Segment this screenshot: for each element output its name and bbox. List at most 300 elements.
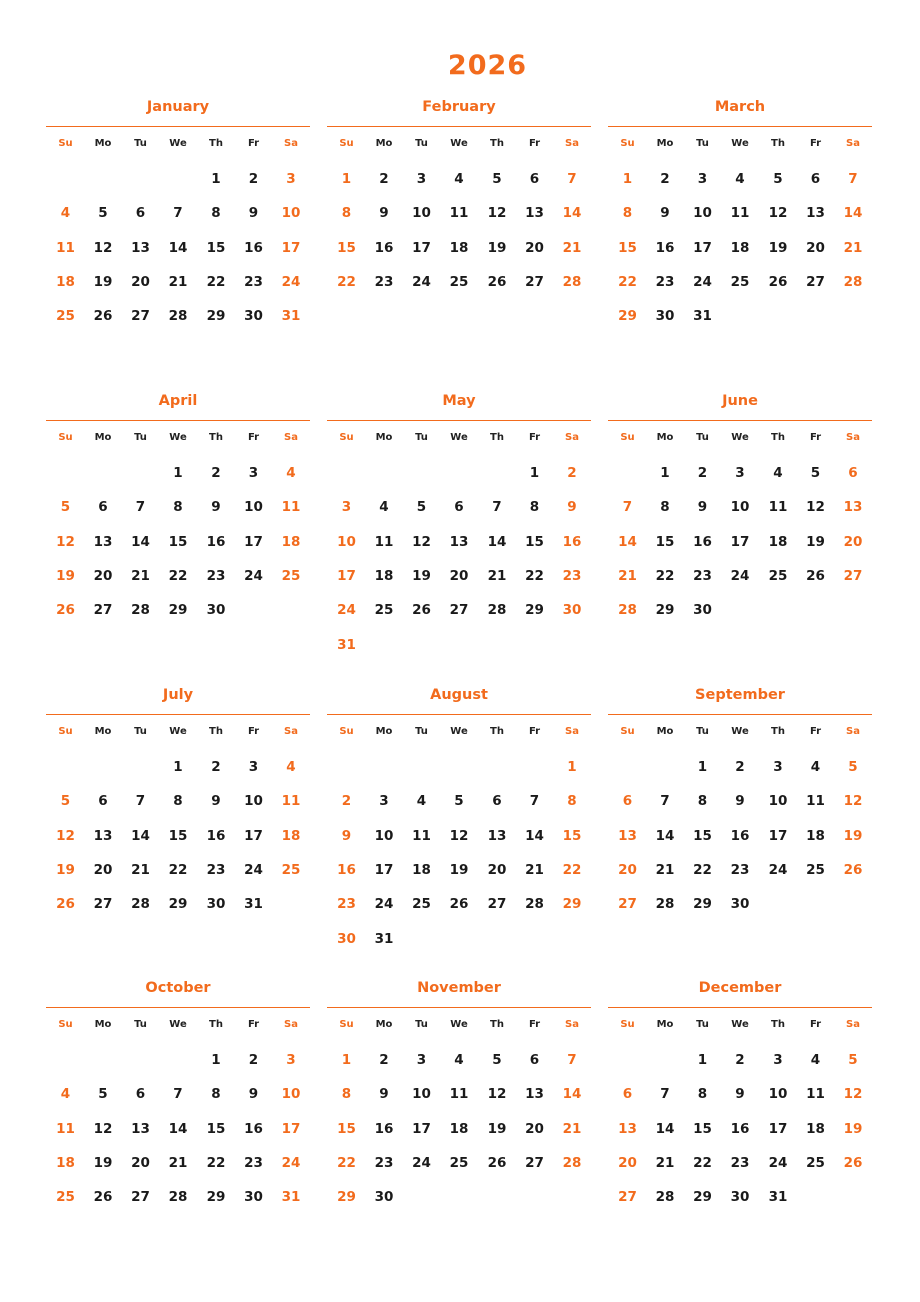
weekday-label: We [450, 138, 468, 149]
day-cell: 6 [622, 1086, 633, 1103]
day-cell: 13 [131, 239, 150, 256]
month-divider [608, 1007, 872, 1008]
weekday-label: Tu [415, 1019, 428, 1030]
weekday-label: Th [209, 432, 223, 443]
day-cell: 2 [567, 465, 577, 481]
day-cell: 1 [173, 759, 183, 775]
day-cell: 18 [730, 239, 750, 256]
day-cell: 23 [206, 861, 226, 878]
day-cell: 17 [337, 567, 356, 584]
day-cell: 9 [735, 793, 745, 810]
day-cell: 31 [281, 1189, 301, 1206]
day-cell: 24 [730, 567, 750, 584]
day-cell: 5 [773, 171, 783, 187]
day-cell: 26 [768, 273, 788, 290]
day-cell: 11 [281, 793, 301, 810]
day-cell: 8 [173, 499, 183, 516]
day-cell: 22 [525, 567, 544, 584]
weekday-label: We [731, 432, 749, 443]
day-cell: 8 [211, 205, 221, 222]
day-cell: 3 [286, 1052, 296, 1068]
month-divider [46, 420, 310, 421]
day-cell: 30 [374, 1189, 394, 1206]
day-cell: 26 [93, 308, 113, 325]
day-cell: 17 [412, 1120, 431, 1137]
weekday-label: Su [620, 1019, 635, 1030]
day-cell: 18 [768, 533, 788, 550]
day-cell: 13 [618, 827, 637, 844]
day-cell: 5 [98, 1086, 108, 1103]
weekday-label: Th [490, 432, 504, 443]
day-cell: 1 [529, 465, 540, 481]
day-cell: 10 [693, 205, 712, 222]
day-cell: 15 [655, 533, 675, 550]
month-name: January [146, 99, 210, 115]
day-cell: 28 [655, 896, 675, 913]
day-cell: 12 [412, 533, 431, 550]
day-cell: 24 [768, 861, 788, 878]
day-cell: 26 [449, 896, 469, 913]
day-cell: 28 [131, 602, 150, 619]
day-cell: 24 [281, 1154, 301, 1171]
day-cell: 21 [562, 239, 582, 256]
weekday-label: Fr [809, 432, 822, 443]
day-cell: 2 [735, 1052, 745, 1068]
day-cell: 21 [655, 861, 675, 878]
weekday-label: Su [620, 432, 635, 443]
weekday-label: Fr [247, 726, 260, 737]
day-cell: 24 [244, 567, 263, 584]
day-cell: 28 [562, 273, 582, 290]
day-cell: 13 [93, 533, 113, 550]
day-cell: 9 [735, 1086, 745, 1103]
day-cell: 18 [806, 827, 825, 844]
day-cell: 6 [848, 465, 858, 481]
day-cell: 31 [337, 636, 356, 653]
day-cell: 9 [211, 499, 221, 516]
month-name: August [430, 687, 488, 703]
day-cell: 16 [206, 827, 226, 844]
weekday-label: Th [771, 1019, 785, 1030]
day-cell: 26 [56, 602, 75, 619]
day-cell: 23 [244, 1154, 263, 1171]
day-cell: 4 [379, 499, 389, 516]
day-cell: 27 [618, 1189, 637, 1206]
day-cell: 8 [173, 793, 183, 810]
day-cell: 22 [618, 273, 637, 290]
day-cell: 26 [806, 567, 825, 584]
day-cell: 10 [244, 499, 263, 516]
weekday-label: Th [209, 138, 223, 149]
day-cell: 9 [379, 1086, 389, 1103]
day-cell: 18 [281, 827, 301, 844]
month-name: May [442, 393, 476, 409]
day-cell: 25 [449, 1154, 469, 1171]
day-cell: 29 [168, 602, 188, 619]
day-cell: 19 [449, 861, 469, 878]
day-cell: 10 [374, 827, 394, 844]
weekday-label: Fr [528, 138, 541, 149]
weekday-label: Mo [94, 432, 112, 443]
day-cell: 18 [281, 533, 301, 550]
month-name: June [722, 393, 758, 409]
day-cell: 4 [773, 465, 783, 481]
day-cell: 10 [244, 793, 263, 810]
day-cell: 29 [618, 308, 637, 325]
day-cell: 28 [168, 308, 188, 325]
weekday-label: Fr [809, 726, 822, 737]
weekday-label: Fr [528, 432, 541, 443]
day-cell: 19 [412, 567, 431, 584]
day-cell: 7 [173, 1086, 183, 1103]
weekday-label: Tu [415, 138, 428, 149]
day-cell: 10 [768, 1086, 788, 1103]
day-cell: 14 [168, 239, 188, 256]
month-divider [327, 126, 591, 127]
weekday-label: Tu [696, 1019, 709, 1030]
day-cell: 25 [768, 567, 788, 584]
day-cell: 3 [248, 465, 259, 481]
day-cell: 19 [843, 827, 863, 844]
day-cell: 24 [244, 861, 263, 878]
day-cell: 17 [693, 239, 712, 256]
day-cell: 28 [487, 602, 507, 619]
day-cell: 17 [244, 827, 263, 844]
day-cell: 13 [487, 827, 507, 844]
day-cell: 13 [449, 533, 469, 550]
day-cell: 24 [693, 273, 712, 290]
day-cell: 26 [843, 861, 863, 878]
day-cell: 17 [768, 827, 788, 844]
weekday-label: Mo [94, 726, 112, 737]
day-cell: 29 [525, 602, 544, 619]
weekday-label: Mo [656, 1019, 674, 1030]
day-cell: 7 [848, 171, 858, 187]
day-cell: 13 [806, 205, 825, 222]
day-cell: 27 [487, 896, 507, 913]
day-cell: 28 [562, 1154, 582, 1171]
day-cell: 31 [281, 308, 301, 325]
weekday-label: Tu [134, 1019, 147, 1030]
day-cell: 10 [412, 205, 431, 222]
month-divider [327, 420, 591, 421]
month-name: February [422, 99, 496, 115]
day-cell: 23 [244, 273, 263, 290]
day-cell: 3 [286, 171, 296, 187]
day-cell: 1 [173, 465, 183, 481]
day-cell: 24 [337, 602, 356, 619]
day-cell: 21 [525, 861, 544, 878]
day-cell: 29 [693, 896, 712, 913]
day-cell: 20 [618, 1154, 637, 1171]
day-cell: 19 [843, 1120, 863, 1137]
day-cell: 20 [93, 861, 113, 878]
day-cell: 7 [660, 793, 670, 810]
day-cell: 8 [622, 205, 633, 222]
day-cell: 11 [449, 1086, 469, 1103]
day-cell: 15 [337, 239, 356, 256]
day-cell: 8 [660, 499, 670, 516]
day-cell: 7 [135, 793, 146, 810]
day-cell: 21 [168, 273, 188, 290]
day-cell: 6 [135, 1086, 146, 1103]
day-cell: 23 [374, 1154, 394, 1171]
day-cell: 7 [567, 1052, 577, 1068]
day-cell: 15 [337, 1120, 356, 1137]
day-cell: 29 [337, 1189, 356, 1206]
day-cell: 11 [768, 499, 788, 516]
day-cell: 21 [562, 1120, 582, 1137]
day-cell: 21 [655, 1154, 675, 1171]
day-cell: 8 [697, 1086, 708, 1103]
day-cell: 29 [655, 602, 675, 619]
day-cell: 22 [693, 861, 712, 878]
day-cell: 7 [492, 499, 502, 516]
day-cell: 2 [660, 171, 670, 187]
weekday-label: We [169, 1019, 187, 1030]
day-cell: 1 [660, 465, 670, 481]
day-cell: 14 [131, 533, 150, 550]
day-cell: 31 [693, 308, 712, 325]
day-cell: 1 [211, 1052, 221, 1068]
day-cell: 29 [206, 1189, 226, 1206]
weekday-label: Tu [415, 726, 428, 737]
day-cell: 12 [93, 239, 113, 256]
month-divider [46, 1007, 310, 1008]
weekday-label: Th [209, 1019, 223, 1030]
day-cell: 22 [562, 861, 582, 878]
day-cell: 27 [525, 1154, 544, 1171]
weekday-label: Sa [284, 1019, 298, 1030]
weekday-label: Sa [565, 1019, 579, 1030]
day-cell: 14 [487, 533, 507, 550]
day-cell: 29 [562, 896, 582, 913]
month-name: November [417, 980, 501, 996]
weekday-label: Tu [696, 432, 709, 443]
day-cell: 22 [655, 567, 675, 584]
day-cell: 27 [618, 896, 637, 913]
day-cell: 19 [487, 239, 507, 256]
day-cell: 11 [56, 239, 75, 256]
weekday-label: Su [58, 432, 73, 443]
day-cell: 1 [211, 171, 221, 187]
day-cell: 27 [131, 1189, 150, 1206]
weekday-label: Tu [696, 138, 709, 149]
day-cell: 27 [131, 308, 150, 325]
day-cell: 19 [487, 1120, 507, 1137]
day-cell: 25 [806, 861, 825, 878]
weekday-label: Fr [528, 1019, 541, 1030]
day-cell: 14 [525, 827, 544, 844]
day-cell: 3 [735, 465, 745, 481]
day-cell: 31 [768, 1189, 788, 1206]
day-cell: 19 [93, 1154, 113, 1171]
day-cell: 17 [768, 1120, 788, 1137]
day-cell: 9 [341, 827, 352, 844]
day-cell: 20 [131, 273, 150, 290]
day-cell: 12 [487, 205, 507, 222]
day-cell: 30 [337, 930, 356, 947]
day-cell: 9 [567, 499, 577, 516]
weekday-label: Sa [284, 138, 298, 149]
day-cell: 2 [379, 1052, 389, 1068]
weekday-label: Fr [247, 1019, 260, 1030]
weekday-label: Sa [565, 726, 579, 737]
day-cell: 16 [206, 533, 226, 550]
day-cell: 20 [131, 1154, 150, 1171]
day-cell: 10 [412, 1086, 431, 1103]
day-cell: 8 [211, 1086, 221, 1103]
day-cell: 24 [768, 1154, 788, 1171]
day-cell: 13 [131, 1120, 150, 1137]
day-cell: 3 [773, 1052, 783, 1068]
day-cell: 20 [525, 239, 544, 256]
day-cell: 23 [655, 273, 675, 290]
day-cell: 5 [98, 205, 108, 222]
day-cell: 6 [135, 205, 146, 222]
month-divider [46, 126, 310, 127]
day-cell: 13 [525, 205, 544, 222]
day-cell: 8 [529, 499, 540, 516]
day-cell: 21 [131, 861, 150, 878]
day-cell: 7 [622, 499, 633, 516]
day-cell: 2 [211, 465, 221, 481]
day-cell: 25 [449, 273, 469, 290]
day-cell: 12 [93, 1120, 113, 1137]
day-cell: 30 [206, 602, 226, 619]
day-cell: 22 [693, 1154, 712, 1171]
day-cell: 18 [56, 1154, 75, 1171]
day-cell: 16 [374, 239, 394, 256]
day-cell: 2 [379, 171, 389, 187]
day-cell: 14 [562, 205, 582, 222]
day-cell: 3 [416, 1052, 427, 1068]
weekday-label: Th [490, 1019, 504, 1030]
day-cell: 5 [810, 465, 821, 481]
weekday-label: Mo [375, 726, 393, 737]
weekday-label: Sa [846, 1019, 860, 1030]
weekday-label: Sa [284, 432, 298, 443]
day-cell: 26 [843, 1154, 863, 1171]
weekday-label: Su [620, 138, 635, 149]
day-cell: 6 [529, 1052, 540, 1068]
day-cell: 3 [416, 171, 427, 187]
month-divider [608, 420, 872, 421]
day-cell: 10 [281, 205, 301, 222]
day-cell: 10 [281, 1086, 301, 1103]
day-cell: 15 [168, 827, 188, 844]
day-cell: 4 [60, 1086, 71, 1103]
weekday-label: Mo [656, 138, 674, 149]
day-cell: 12 [768, 205, 788, 222]
day-cell: 15 [693, 1120, 712, 1137]
day-cell: 11 [806, 793, 825, 810]
day-cell: 11 [806, 1086, 825, 1103]
day-cell: 21 [843, 239, 863, 256]
day-cell: 12 [56, 827, 75, 844]
day-cell: 9 [660, 205, 670, 222]
day-cell: 20 [93, 567, 113, 584]
weekday-label: We [169, 432, 187, 443]
day-cell: 7 [529, 793, 540, 810]
day-cell: 3 [773, 759, 783, 775]
day-cell: 14 [562, 1086, 582, 1103]
day-cell: 12 [806, 499, 825, 516]
day-cell: 23 [374, 273, 394, 290]
day-cell: 12 [843, 1086, 863, 1103]
day-cell: 14 [843, 205, 863, 222]
day-cell: 18 [449, 239, 469, 256]
day-cell: 16 [693, 533, 712, 550]
day-cell: 6 [98, 499, 108, 516]
day-cell: 8 [697, 793, 708, 810]
day-cell: 30 [693, 602, 712, 619]
day-cell: 4 [454, 1052, 464, 1068]
weekday-label: Su [339, 726, 354, 737]
day-cell: 25 [730, 273, 750, 290]
weekday-label: Mo [656, 726, 674, 737]
day-cell: 16 [730, 1120, 750, 1137]
weekday-label: Sa [565, 432, 579, 443]
day-cell: 22 [168, 861, 188, 878]
day-cell: 26 [487, 1154, 507, 1171]
day-cell: 19 [56, 567, 75, 584]
weekday-label: Th [771, 726, 785, 737]
day-cell: 18 [56, 273, 75, 290]
day-cell: 23 [693, 567, 712, 584]
day-cell: 26 [93, 1189, 113, 1206]
day-cell: 1 [567, 759, 577, 775]
day-cell: 2 [211, 759, 221, 775]
day-cell: 30 [206, 896, 226, 913]
weekday-label: Fr [809, 1019, 822, 1030]
day-cell: 4 [286, 759, 296, 775]
weekday-label: Su [58, 138, 73, 149]
day-cell: 5 [848, 759, 858, 775]
weekday-label: Sa [846, 432, 860, 443]
day-cell: 22 [337, 273, 356, 290]
day-cell: 30 [244, 1189, 263, 1206]
day-cell: 4 [454, 171, 464, 187]
day-cell: 25 [806, 1154, 825, 1171]
day-cell: 18 [806, 1120, 825, 1137]
day-cell: 1 [697, 1052, 708, 1068]
day-cell: 16 [562, 533, 582, 550]
day-cell: 4 [735, 171, 745, 187]
day-cell: 9 [248, 1086, 259, 1103]
day-cell: 9 [211, 793, 221, 810]
day-cell: 25 [281, 567, 301, 584]
day-cell: 31 [244, 896, 263, 913]
weekday-label: Th [771, 138, 785, 149]
day-cell: 19 [93, 273, 113, 290]
day-cell: 5 [454, 793, 464, 810]
weekday-label: Su [339, 138, 354, 149]
day-cell: 7 [567, 171, 577, 187]
day-cell: 19 [56, 861, 75, 878]
day-cell: 20 [806, 239, 825, 256]
day-cell: 20 [618, 861, 637, 878]
month-divider [608, 126, 872, 127]
day-cell: 14 [168, 1120, 188, 1137]
day-cell: 12 [843, 793, 863, 810]
day-cell: 21 [487, 567, 507, 584]
day-cell: 17 [730, 533, 750, 550]
day-cell: 8 [567, 793, 577, 810]
weekday-label: Tu [134, 138, 147, 149]
month-name: October [145, 980, 211, 996]
day-cell: 11 [374, 533, 394, 550]
